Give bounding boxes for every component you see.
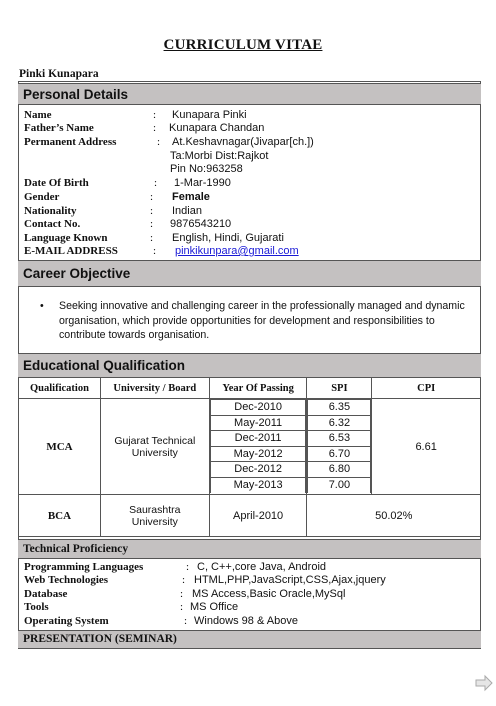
- tp-label: Database: [24, 588, 68, 600]
- year-value: May-2011: [210, 415, 306, 431]
- pd-label: Father’s Name: [24, 122, 94, 134]
- pd-label: Nationality: [24, 205, 77, 217]
- spi-list: [307, 399, 371, 493]
- university-cell: Gujarat Technical University: [100, 399, 209, 495]
- pd-colon: :: [150, 191, 154, 203]
- spi-cell: [307, 399, 372, 495]
- pd-label: Contact No.: [24, 218, 81, 230]
- tp-label: Programming Languages: [24, 561, 144, 573]
- years-list: [210, 399, 307, 493]
- tp-colon: :: [186, 561, 190, 573]
- pd-label: Name: [24, 109, 52, 121]
- table-row-bca: [19, 495, 481, 537]
- col-header: SPI: [307, 378, 372, 399]
- tp-colon: :: [184, 615, 188, 627]
- qualification-cell: BCA: [19, 495, 101, 537]
- result-cell: 50.02%: [307, 495, 481, 537]
- spi-value: 6.80: [308, 462, 371, 478]
- qualification-cell: MCA: [19, 399, 101, 495]
- pd-colon: :: [153, 245, 157, 257]
- spi-value: 7.00: [308, 477, 371, 493]
- col-header: University / Board: [100, 378, 209, 399]
- year-value: Dec-2010: [210, 400, 306, 416]
- pd-value: Kunapara Chandan: [169, 122, 265, 134]
- tp-label: Web Technologies: [24, 574, 109, 586]
- career-objective: [40, 299, 476, 343]
- tp-value: MS Office: [190, 601, 239, 613]
- table-header-row: [19, 378, 481, 399]
- university-cell: Saurashtra University: [100, 495, 209, 537]
- career-objective-text: Seeking innovative and challenging career in the professionally managed and dynamic organisation, which provide opportunities for development and responsibilities to contribute towards organisation.: [59, 300, 465, 341]
- pd-colon: :: [150, 205, 154, 217]
- pd-label: Language Known: [24, 232, 108, 244]
- document-title: CURRICULUM VITAE: [163, 37, 323, 53]
- pd-value: 9876543210: [170, 218, 232, 230]
- col-header: Year Of Passing: [209, 378, 307, 399]
- spi-value: 6.32: [308, 415, 371, 431]
- spi-value: 6.70: [308, 446, 371, 462]
- technical-heading: Technical Proficiency: [18, 539, 481, 559]
- tp-label: Tools: [24, 601, 49, 613]
- next-arrow-icon[interactable]: [474, 674, 494, 692]
- pd-value: Pin No:963258: [170, 163, 243, 175]
- education-heading: Educational Qualification: [18, 353, 481, 378]
- pd-value: Female: [172, 191, 210, 203]
- years-cell: [209, 399, 307, 495]
- presentation-heading: PRESENTATION (SEMINAR): [18, 630, 481, 649]
- pd-label: Gender: [24, 191, 60, 203]
- tp-value: C, C++,core Java, Android: [197, 561, 327, 573]
- tp-label: Operating System: [24, 615, 109, 627]
- table-row-mca: [19, 399, 481, 495]
- applicant-name: Pinki Kunapara: [19, 68, 99, 80]
- year-value: Dec-2011: [210, 431, 306, 447]
- year-cell: April-2010: [209, 495, 307, 537]
- spi-value: 6.35: [308, 400, 371, 416]
- pd-label: Date Of Birth: [24, 177, 89, 189]
- pd-value: 1-Mar-1990: [174, 177, 231, 189]
- pd-colon: :: [150, 218, 154, 230]
- tp-value: Windows 98 & Above: [194, 615, 298, 627]
- pd-colon: :: [154, 177, 158, 189]
- year-value: May-2013: [210, 477, 306, 493]
- pd-value: Indian: [172, 205, 202, 217]
- col-header: Qualification: [19, 378, 101, 399]
- education-table: [18, 377, 481, 537]
- pd-label: Permanent Address: [24, 136, 117, 148]
- pd-label: E-MAIL ADDRESS: [24, 245, 118, 257]
- cpi-cell: 6.61: [372, 399, 481, 495]
- pd-value: Ta:Morbi Dist:Rajkot: [170, 150, 269, 162]
- bullet-icon: •: [40, 300, 44, 312]
- tp-value: HTML,PHP,JavaScript,CSS,Ajax,jquery: [194, 574, 386, 586]
- tp-colon: :: [180, 601, 184, 613]
- pd-value: At.Keshavnagar(Jivapar[ch.]): [172, 136, 314, 148]
- year-value: Dec-2012: [210, 462, 306, 478]
- col-header: CPI: [372, 378, 481, 399]
- pd-colon: :: [153, 109, 157, 121]
- pd-value: English, Hindi, Gujarati: [172, 232, 284, 244]
- pd-colon: :: [150, 232, 154, 244]
- email-link[interactable]: pinkikunpara@gmail.com: [175, 245, 299, 257]
- career-objective-heading: Career Objective: [18, 260, 481, 287]
- pd-colon: :: [153, 122, 157, 134]
- tp-colon: :: [180, 588, 184, 600]
- personal-details-heading: Personal Details: [18, 83, 481, 105]
- tp-value: MS Access,Basic Oracle,MySql: [192, 588, 346, 600]
- pd-value: Kunapara Pinki: [172, 109, 247, 121]
- spi-value: 6.53: [308, 431, 371, 447]
- year-value: May-2012: [210, 446, 306, 462]
- pd-colon: :: [157, 136, 161, 148]
- tp-colon: :: [182, 574, 186, 586]
